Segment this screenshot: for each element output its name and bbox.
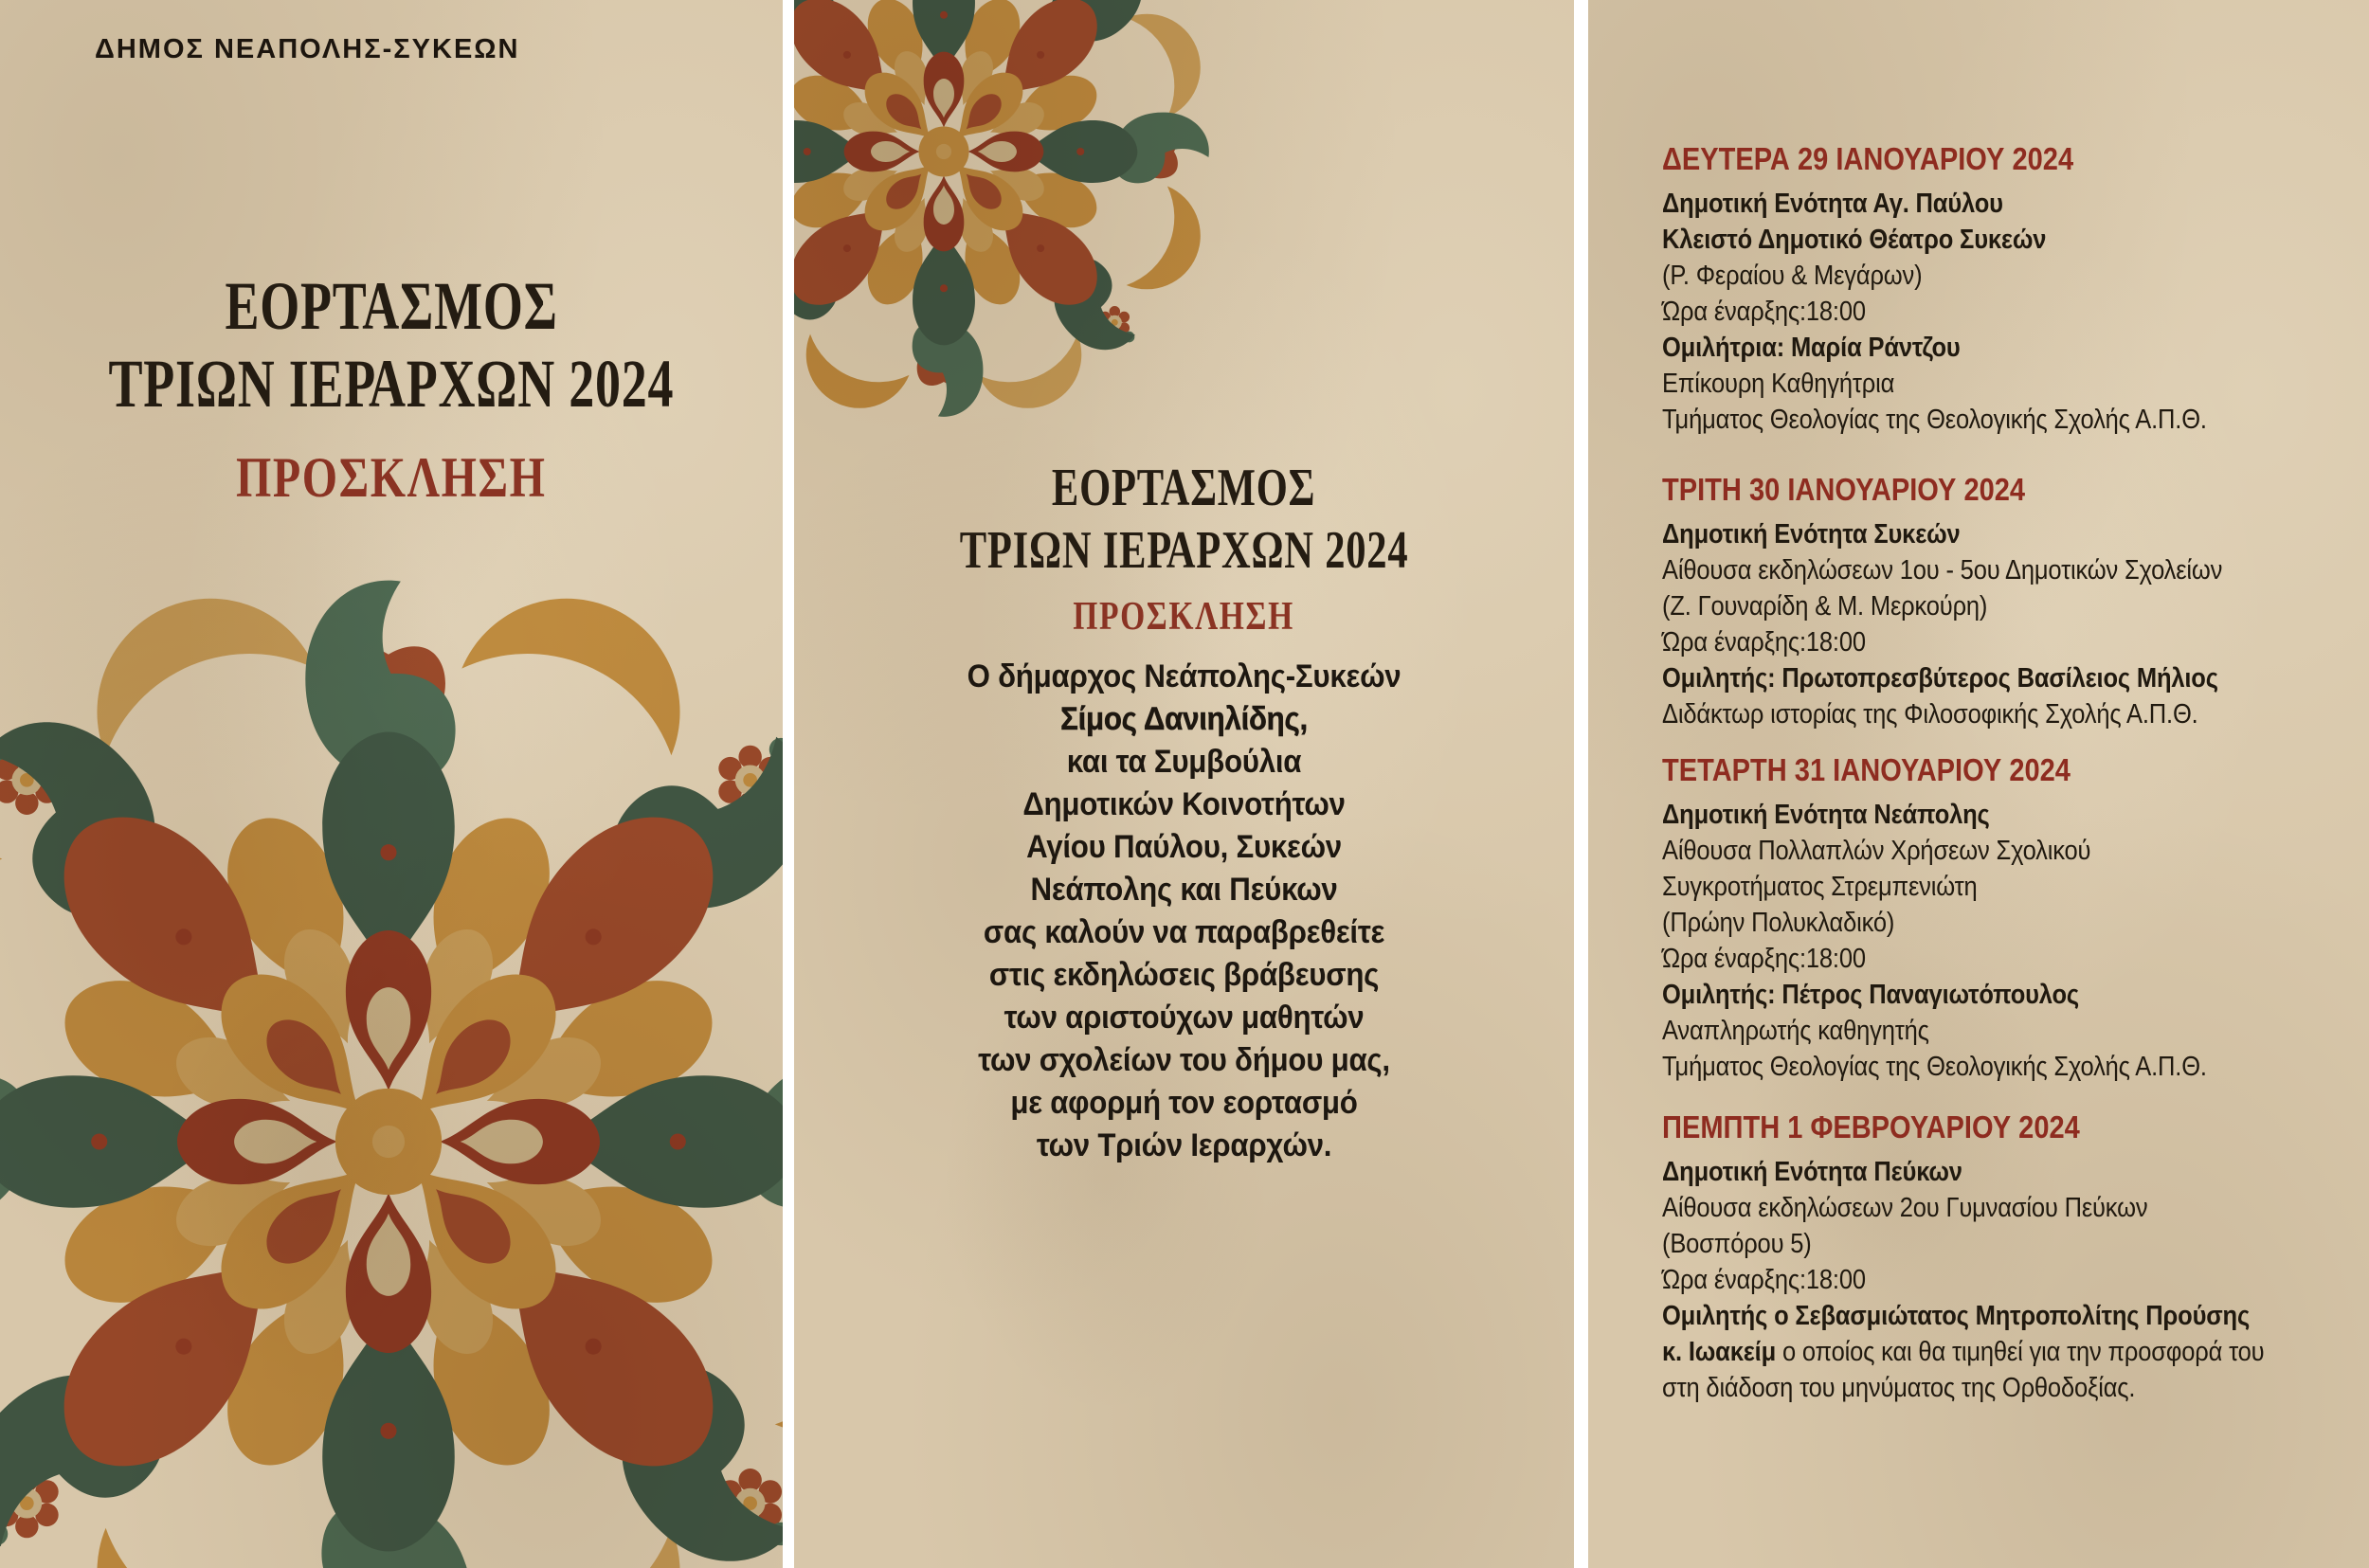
event-line: (Βοσπόρου 5) xyxy=(1662,1229,1812,1259)
event-line: Ώρα έναρξης:18:00 xyxy=(1662,297,1866,327)
event-line-speaker-rest: ο οποίος και θα τιμηθεί για την προσφορά του xyxy=(1776,1337,2265,1367)
event-section-tuesday xyxy=(1662,471,2222,732)
event-line: Ώρα έναρξης:18:00 xyxy=(1662,1265,1866,1295)
event-line: Δημοτική Ενότητα Αγ. Παύλου xyxy=(1662,189,2003,219)
event-title-line2: ΤΡΙΩΝ ΙΕΡΑΡΧΩΝ 2024 xyxy=(108,346,675,422)
event-line: στη διάδοση του μηνύματος της Ορθοδοξίας. xyxy=(1662,1373,2136,1403)
event-title xyxy=(0,267,783,423)
event-title-line1: ΕΟΡΤΑΣΜΟΣ xyxy=(1052,459,1316,517)
event-line: Ομιλητής ο Σεβασμιώτατος Μητροπολίτης Προύσης xyxy=(1662,1301,2251,1331)
event-line: Ομιλήτρια: Μαρία Ράντζου xyxy=(1662,333,1961,363)
left-panel xyxy=(0,0,783,1568)
invitation-line: στις εκδηλώσεις βράβευσης xyxy=(988,957,1380,993)
large-mandala-ornament xyxy=(0,540,783,1568)
event-date: ΤΕΤΑΡΤΗ 31 ΙΑΝΟΥΑΡΙΟΥ 2024 xyxy=(1662,752,2071,787)
event-line: Ομιλητής: Πρωτοπρεσβύτερος Βασίλειος Μήλιος xyxy=(1662,663,2218,694)
event-line: Διδάκτωρ ιστορίας της Φιλοσοφικής Σχολής Α.Π.Θ. xyxy=(1662,699,2198,730)
invitation-line: των Τριών Ιεραρχών. xyxy=(1036,1127,1332,1163)
invitation-text xyxy=(825,656,1543,1167)
invitation-line: Αγίου Παύλου, Συκεών xyxy=(1026,829,1342,865)
small-mandala-ornament xyxy=(794,0,1228,436)
event-line: (Ζ. Γουναρίδη & Μ. Μερκούρη) xyxy=(1662,591,1988,622)
middle-panel xyxy=(794,0,1574,1568)
event-line: Αίθουσα εκδηλώσεων 1ου - 5ου Δημοτικών Σχολείων xyxy=(1662,555,2223,586)
invitation-line: Ο δήμαρχος Νεάπολης-Συκεών xyxy=(967,658,1402,694)
event-section-monday xyxy=(1662,140,2207,438)
event-date: ΔΕΥΤΕΡΑ 29 ΙΑΝΟΥΑΡΙΟΥ 2024 xyxy=(1662,141,2074,176)
invitation-line: σας καλούν να παραβρεθείτε xyxy=(983,914,1385,950)
event-date: ΤΡΙΤΗ 30 ΙΑΝΟΥΑΡΙΟΥ 2024 xyxy=(1662,472,2026,507)
municipality-header: ΔΗΜΟΣ ΝΕΑΠΟΛΗΣ-ΣΥΚΕΩΝ xyxy=(95,34,520,64)
event-line: Συγκροτήματος Στρεμπενιώτη xyxy=(1662,872,1978,902)
invitation-line: Νεάπολης και Πεύκων xyxy=(1030,872,1338,908)
event-line: Ώρα έναρξης:18:00 xyxy=(1662,944,1866,974)
invitation-line-mayor-name: Σίμος Δανιηλίδης, xyxy=(1060,701,1308,737)
right-panel xyxy=(1588,0,2369,1568)
event-line-speaker-name: κ. Ιωακείμ xyxy=(1662,1337,1777,1367)
event-line: Αναπληρωτής καθηγητής xyxy=(1662,1016,1929,1046)
event-line: (Ρ. Φεραίου & Μεγάρων) xyxy=(1662,261,1923,291)
event-line: Αίθουσα Πολλαπλών Χρήσεων Σχολικού xyxy=(1662,836,2091,866)
event-line: Τμήματος Θεολογίας της Θεολογικής Σχολής Α.Π.Θ. xyxy=(1662,1052,2207,1082)
event-title xyxy=(794,457,1574,582)
invitation-line: Δημοτικών Κοινοτήτων xyxy=(1022,786,1346,822)
event-section-thursday xyxy=(1662,1108,2264,1406)
event-line: Αίθουσα εκδηλώσεων 2ου Γυμνασίου Πεύκων xyxy=(1662,1193,2148,1223)
event-line: Επίκουρη Καθηγήτρια xyxy=(1662,369,1895,399)
event-title-line2: ΤΡΙΩΝ ΙΕΡΑΡΧΩΝ 2024 xyxy=(959,521,1409,580)
invitation-line: των αριστούχων μαθητών xyxy=(1004,1000,1365,1036)
event-line: Δημοτική Ενότητα Συκεών xyxy=(1662,519,1961,550)
event-line xyxy=(1662,1334,2264,1370)
invitation-subtitle: ΠΡΟΣΚΛΗΣΗ xyxy=(236,446,547,509)
event-line: Δημοτική Ενότητα Νεάπολης xyxy=(1662,800,1990,830)
event-line: Δημοτική Ενότητα Πεύκων xyxy=(1662,1157,1962,1187)
invitation-line: των σχολείων του δήμου μας, xyxy=(978,1042,1390,1078)
event-line: (Πρώην Πολυκλαδικό) xyxy=(1662,908,1895,938)
event-section-wednesday xyxy=(1662,751,2207,1085)
event-line: Ώρα έναρξης:18:00 xyxy=(1662,627,1866,658)
event-line: Κλειστό Δημοτικό Θέατρο Συκεών xyxy=(1662,225,2047,255)
event-date: ΠΕΜΠΤΗ 1 ΦΕΒΡΟΥΑΡΙΟΥ 2024 xyxy=(1662,1109,2080,1144)
event-title-line1: ΕΟΡΤΑΣΜΟΣ xyxy=(225,268,558,344)
event-line: Ομιλητής: Πέτρος Παναγιωτόπουλος xyxy=(1662,980,2080,1010)
invitation-subtitle: ΠΡΟΣΚΛΗΣΗ xyxy=(1073,595,1295,639)
invitation-line: με αφορμή τον εορτασμό xyxy=(1010,1085,1358,1121)
event-line: Τμήματος Θεολογίας της Θεολογικής Σχολής Α.Π.Θ. xyxy=(1662,405,2207,435)
invitation-line: και τα Συμβούλια xyxy=(1066,744,1302,780)
